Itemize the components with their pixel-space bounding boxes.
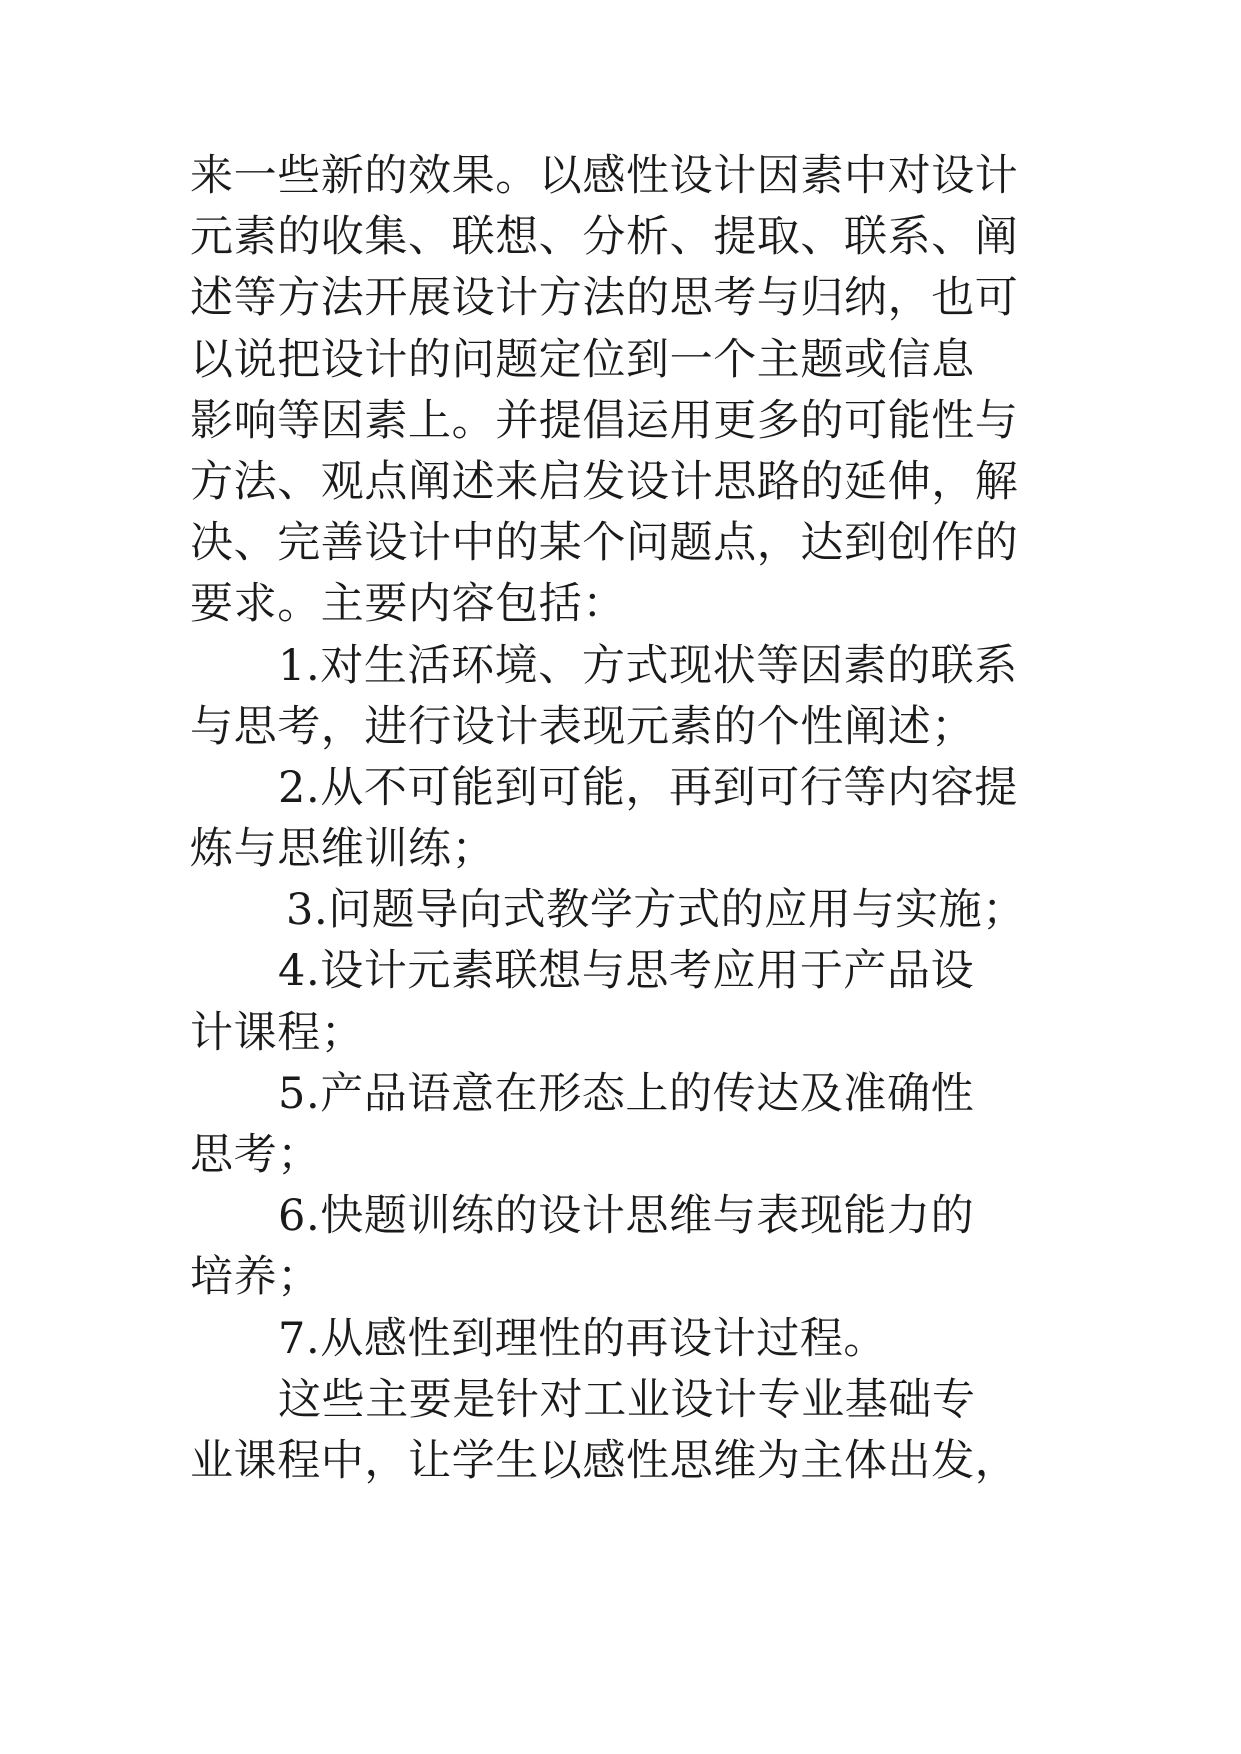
text-line: 决、完善设计中的某个问题点，达到创作的	[190, 518, 1019, 569]
list-item-7: 7.从感性到理性的再设计过程。	[278, 1313, 888, 1364]
text-line: 计课程；	[190, 1007, 365, 1058]
text-line: 炼与思维训练；	[190, 824, 496, 875]
text-line: 思考；	[190, 1130, 321, 1180]
text-line: 与思考，进行设计表现元素的个性阐述；	[190, 701, 975, 752]
text-line: 以说把设计的问题定位到一个主题或信息	[190, 334, 975, 385]
text-line: 方法、观点阐述来启发设计思路的延伸，解	[190, 456, 1019, 507]
list-item-6: 6.快题训练的设计思维与表现能力的	[278, 1191, 975, 1242]
text-line: 影响等因素上。并提倡运用更多的可能性与	[190, 395, 1019, 446]
text-line: 元素的收集、联想、分析、提取、联系、阐	[190, 212, 1019, 263]
list-item-1: 1.对生活环境、方式现状等因素的联系	[278, 640, 1018, 691]
text-line: 要求。主要内容包括：	[190, 579, 626, 630]
list-item-3: 3.问题导向式教学方式的应用与实施；	[286, 885, 1026, 936]
text-line: 来一些新的效果。以感性设计因素中对设计	[190, 151, 1019, 201]
list-item-2: 2.从不可能到可能，再到可行等内容提	[278, 762, 1018, 813]
body-text	[190, 146, 1090, 1492]
list-item-4: 4.设计元素联想与思考应用于产品设	[278, 946, 975, 997]
text-line: 述等方法开展设计方法的思考与归纳，也可	[190, 273, 1019, 324]
list-item-5: 5.产品语意在形态上的传达及准确性	[278, 1068, 975, 1119]
paragraph-start: 这些主要是针对工业设计专业基础专	[278, 1374, 976, 1425]
text-line: 培养；	[190, 1252, 321, 1303]
text-line: 业课程中，让学生以感性思维为主体出发，	[190, 1435, 1019, 1486]
